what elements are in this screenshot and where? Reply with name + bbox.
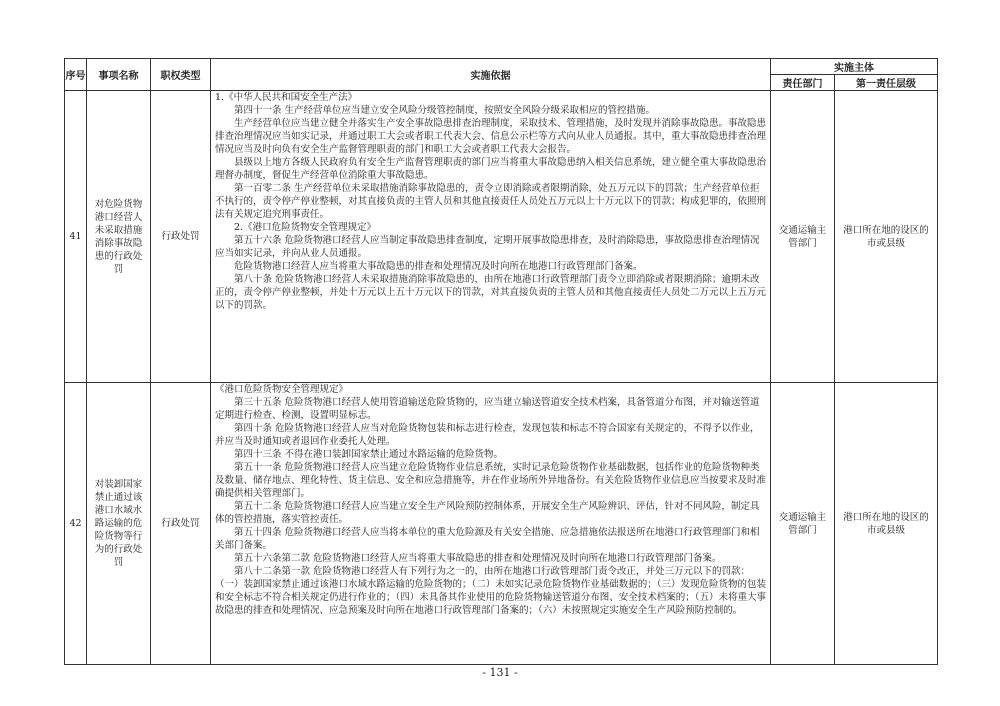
header-no: 序号 <box>65 59 87 91</box>
row-name: 对装卸国家禁止通过该港口水域水路运输的危险货物等行为的行政处罚 <box>87 383 151 665</box>
header-name: 事项名称 <box>87 59 151 91</box>
basis-paragraph: 第五十四条 危险货物港口经营人应当将本单位的重大危险源及有关安全措施、应急措施依法报送所在地港口行政管理部门和相关部门备案。 <box>215 527 760 551</box>
basis-paragraph: 《港口危险货物安全管理规定》 <box>215 384 349 395</box>
table-row <box>65 91 938 383</box>
header-type: 职权类型 <box>151 59 211 91</box>
row-name: 对危险货物港口经营人未采取措施消除事故隐患的行政处罚 <box>87 91 151 383</box>
basis-paragraph: 2.《港口危险货物安全管理规定》 <box>234 222 377 233</box>
header-level: 第一责任层级 <box>835 75 938 91</box>
basis-paragraph: 第八十二条第一款 危险货物港口经营人有下列行为之一的，由所在地港口行政管理部门责令改正，并处三万元以下的罚款：（一）装卸国家禁止通过该港口水域水路运输的危险货物的；（二）未如实记录危险货物作业基础数据的；（三）发现危险货物的包装和安全标志不符合相关规定仍进行作业的；（四）未具备其作业使用的危险货物输送管道分布图、安全技术档案的；（五）未将重大事故隐患的排查和处理情况、应急预案及时向所在地港口行政管理部门备案的；（六）未按照规定实施安全生产风险预防控制的。 <box>215 566 767 616</box>
basis-paragraph: 1.《中华人民共和国安全生产法》 <box>215 92 358 103</box>
row-basis <box>211 383 771 665</box>
row-type: 行政处罚 <box>151 91 211 383</box>
basis-paragraph: 第四十一条 生产经营单位应当建立安全风险分级管控制度，按照安全风险分级采取相应的管控措施。 <box>234 105 656 116</box>
basis-paragraph: 第四十条 危险货物港口经营人应当对危险货物包装和标志进行检查，发现包装和标志不符合国家有关规定的，不得予以作业，并应当及时通知或者退回作业委托人处理。 <box>215 423 760 447</box>
basis-paragraph: 第五十六条 危险货物港口经营人应当制定事故隐患排查制度，定期开展事故隐患排查，及时消除隐患，事故隐患排查治理情况应当如实记录，并向从业人员通报。 <box>215 235 760 259</box>
row-basis <box>211 91 771 383</box>
row-dept: 交通运输主管部门 <box>771 91 835 383</box>
basis-paragraph: 第五十二条 危险货物港口经营人应当建立安全生产风险预防控制体系，开展安全生产风险辨识、评估，针对不同风险，制定具体的管控措施，落实管控责任。 <box>215 501 760 525</box>
basis-paragraph: 第三十五条 危险货物港口经营人使用管道输送危险货物的，应当建立输送管道安全技术档案，具备管道分布图，并对输送管道定期进行检查、检测，设置明显标志。 <box>215 397 760 421</box>
basis-paragraph: 第五十六条第二款 危险货物港口经营人应当将重大事故隐患的排查和处理情况及时向所在地港口行政管理部门备案。 <box>234 553 722 564</box>
basis-paragraph: 县级以上地方各级人民政府负有安全生产监督管理职责的部门应当将重大事故隐患纳入相关信息系统，建立健全重大事故隐患治理督办制度，督促生产经营单位消除重大事故隐患。 <box>215 157 767 181</box>
row-no: 42 <box>65 383 87 665</box>
row-type: 行政处罚 <box>151 383 211 665</box>
header-basis: 实施依据 <box>211 59 771 91</box>
header-dept: 责任部门 <box>771 75 835 91</box>
page-number: - 131 - <box>482 666 518 679</box>
table-row <box>65 383 938 665</box>
row-level: 港口所在地的设区的市或县级 <box>835 383 938 665</box>
basis-paragraph: 第一百零二条 生产经营单位未采取措施消除事故隐患的，责令立即消除或者限期消除，处五万元以下的罚款；生产经营单位拒不执行的，责令停产停业整顿，对其直接负责的主管人员和其他直接责任人员处五万元以上十万元以下的罚款；构成犯罪的，依照刑法有关规定追究刑事责任。 <box>215 183 767 220</box>
basis-paragraph: 生产经营单位应当建立健全并落实生产安全事故隐患排查治理制度，采取技术、管理措施，及时发现并消除事故隐患。事故隐患排查治理情况应当如实记录，并通过职工大会或者职工代表大会、信息公示栏等方式向从业人员通报。其中，重大事故隐患排查治理情况应当及时向负有安全生产监督管理职责的部门和职工大会或者职工代表大会报告。 <box>215 118 767 155</box>
row-dept: 交通运输主管部门 <box>771 383 835 665</box>
basis-paragraph: 危险货物港口经营人应当将重大事故隐患的排查和处理情况及时向所在地港口行政管理部门备案。 <box>234 261 643 272</box>
row-level: 港口所在地的设区的市或县级 <box>835 91 938 383</box>
header-subject: 实施主体 <box>771 59 938 75</box>
basis-paragraph: 第四十三条 不得在港口装卸国家禁止通过水路运输的危险货物。 <box>234 449 504 460</box>
basis-paragraph: 第五十一条 危险货物港口经营人应当建立危险货物作业信息系统，实时记录危险货物作业基础数据，包括作业的危险货物种类及数量、储存地点、理化特性、货主信息、安全和应急措施等，并在作业场所外异地备份。有关危险货物作业信息应当按要求及时准确提供相关管理部门。 <box>215 462 767 499</box>
enforcement-table <box>64 58 938 665</box>
row-no: 41 <box>65 91 87 383</box>
basis-paragraph: 第八十条 危险货物港口经营人未采取措施消除事故隐患的，由所在地港口行政管理部门责令立即消除或者限期消除；逾期未改正的，责令停产停业整顿，并处十万元以上五十万元以下的罚款，对其直接负责的主管人员和其他直接责任人员处二万元以上五万元以下的罚款。 <box>215 274 767 311</box>
